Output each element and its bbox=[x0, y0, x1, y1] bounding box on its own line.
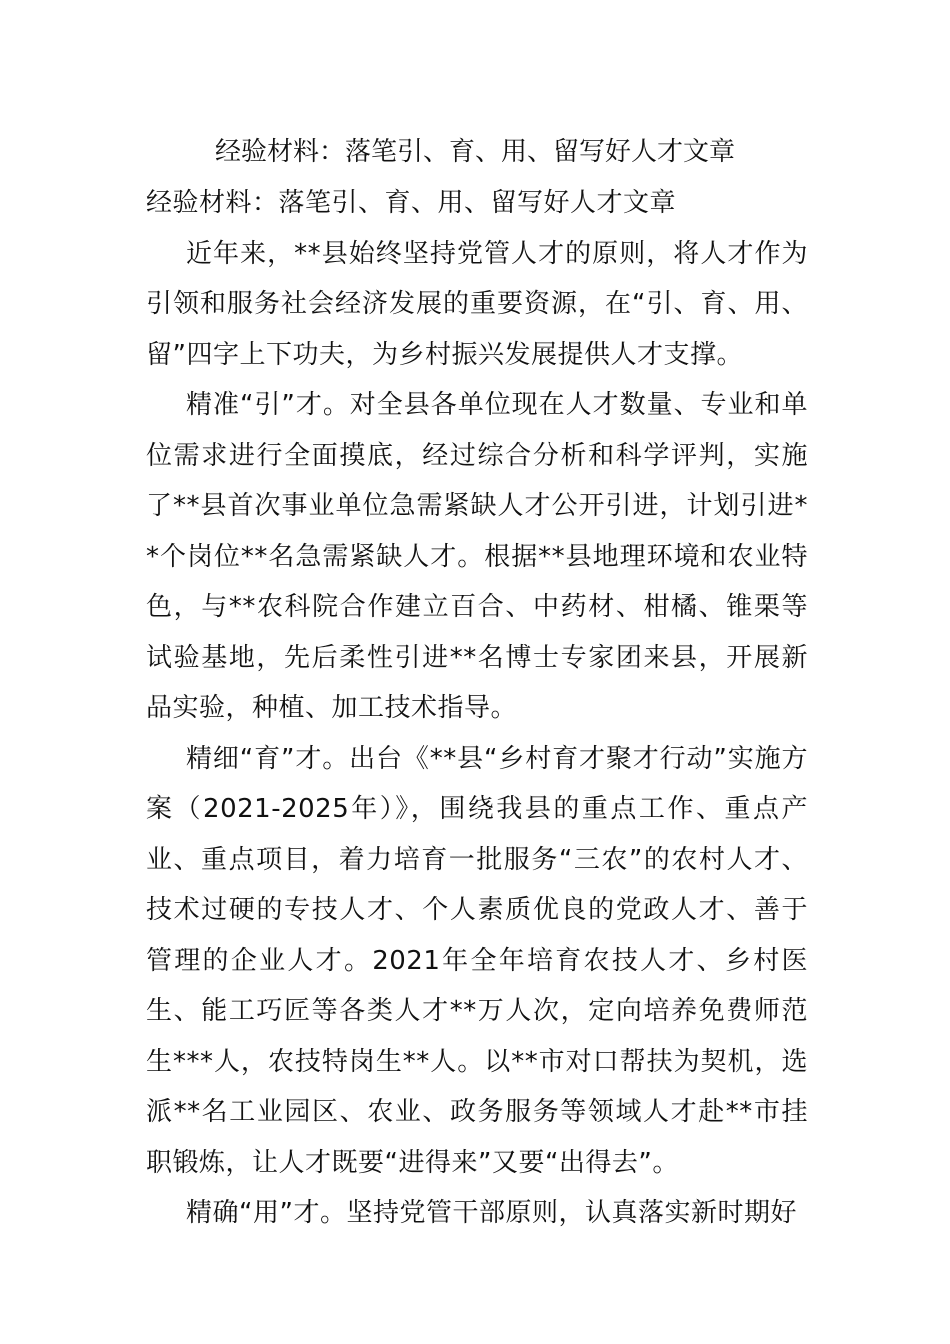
paragraph-attract-talent: 精准“引”才。对全县各单位现在人才数量、专业和单位需求进行全面摸底，经过综合分析和科学评判，实施了**县首次事业单位急需紧缺人才公开引进，计划引进**个岗位**名急需紧缺人才。根据**县地理环境和农业特色，与**农科院合作建立百合、中药材、柑橘、锥栗等试验基地，先后柔性引进**名博士专家团来县，开展新品实验，种植、加工技术指导。 bbox=[146, 390, 808, 723]
document-body bbox=[146, 178, 808, 1239]
paragraph-intro: 近年来，**县始终坚持党管人才的原则，将人才作为引领和服务社会经济发展的重要资源，在“引、育、用、留”四字上下功夫，为乡村振兴发展提供人才支撑。 bbox=[146, 238, 808, 370]
document-subtitle: 经验材料：落笔引、育、用、留写好人才文章 bbox=[146, 188, 677, 218]
paragraph-cultivate-talent: 精细“育”才。出台《**县“乡村育才聚才行动”实施方案（2021-2025年）》，围绕我县的重点工作、重点产业、重点项目，着力培育一批服务“三农”的农村人才、技术过硬的专技人才、个人素质优良的党政人才、善于管理的企业人才。2021年全年培育农技人才、乡村医生、能工巧匠等各类人才**万人次，定向培养免费师范生***人，农技特岗生**人。以**市对口帮扶为契机，选派**名工业园区、农业、政务服务等领域人才赴**市挂职锻炼，让人才既要“进得来”又要“出得去”。 bbox=[146, 743, 808, 1178]
document-title: 经验材料：落笔引、育、用、留写好人才文章 bbox=[214, 137, 735, 167]
paragraph-use-talent: 精确“用”才。坚持党管干部原则，认真落实新时期好 bbox=[186, 1198, 797, 1228]
